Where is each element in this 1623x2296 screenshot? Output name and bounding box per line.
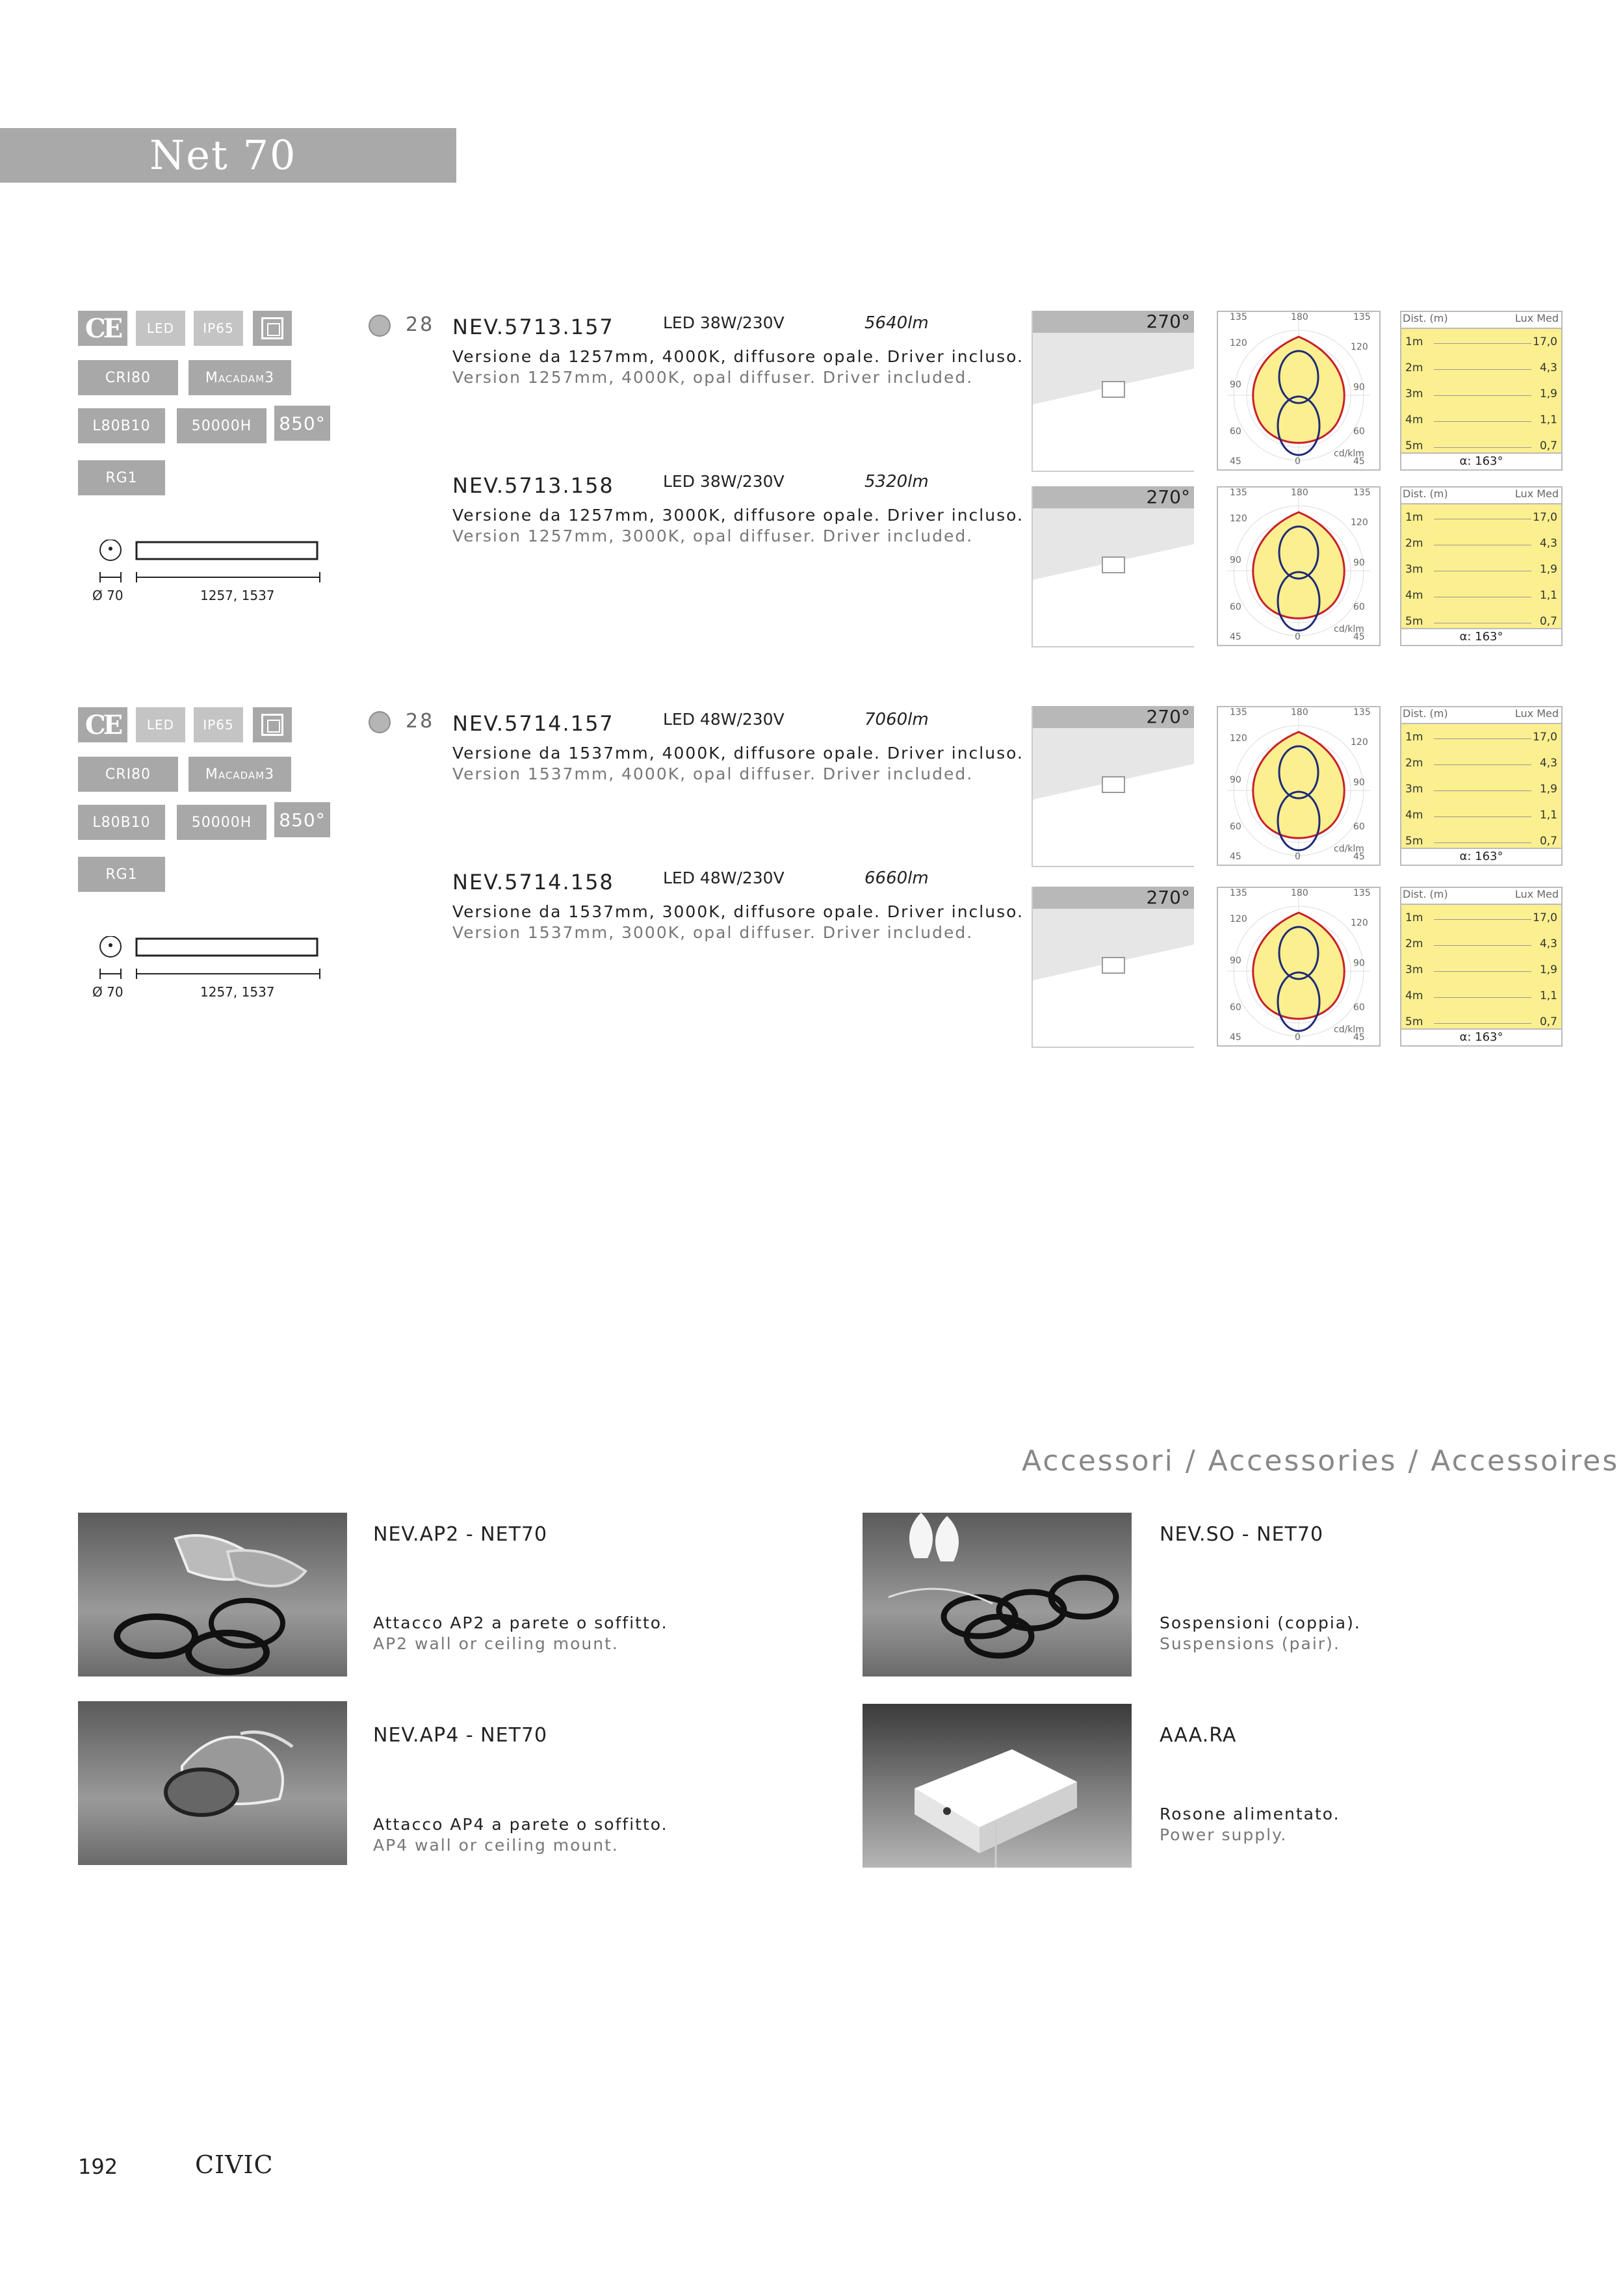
distance-value: 3m [1405, 963, 1423, 976]
product-code: NEV.5713.157 [452, 315, 614, 339]
distance-value: 5m [1405, 439, 1423, 452]
beam-alpha-label: α: 163° [1400, 848, 1563, 866]
polar-angle-label: 60 [1230, 602, 1241, 612]
beam-angle-label: 270° [1146, 311, 1190, 332]
distance-value: 2m [1405, 361, 1423, 374]
accessory-title: NEV.AP2 - NET70 [373, 1523, 548, 1546]
luminaire-icon [1102, 776, 1125, 793]
l80-badge: L80B10 [78, 408, 165, 443]
luminaire-icon [1102, 957, 1125, 974]
lux-value: 17,0 [1533, 335, 1557, 348]
row-divider [1434, 447, 1531, 448]
lux-value: 4,3 [1539, 937, 1557, 950]
accessory-desc-en: Power supply. [1160, 1825, 1288, 1844]
polar-angle-label: 180 [1291, 312, 1308, 322]
description-en: Version 1257mm, 3000K, opal diffuser. Driver included. [452, 527, 974, 545]
description-it: Versione da 1537mm, 3000K, diffusore opale. Driver incluso. [452, 902, 1024, 921]
page-number: 192 [78, 2154, 118, 2179]
lifetime-badge: 50000H [177, 805, 266, 840]
row-divider [1434, 764, 1531, 765]
ip-rating-badge: IP65 [194, 707, 243, 742]
polar-angle-label: cd/klm [1334, 844, 1364, 854]
distance-value: 4m [1405, 989, 1423, 1002]
l80-badge: L80B10 [78, 805, 165, 840]
polar-angle-label: 45 [1353, 852, 1365, 862]
brand-logo: CIVIC [195, 2150, 274, 2179]
lux-value: 1,1 [1539, 809, 1557, 822]
polar-angle-label: 90 [1353, 382, 1365, 393]
lux-value: 0,7 [1539, 1015, 1557, 1028]
product-code: NEV.5714.158 [452, 870, 614, 894]
row-divider [1434, 971, 1531, 972]
ce-mark-badge: CE [78, 707, 127, 742]
polar-angle-label: 120 [1351, 918, 1368, 928]
distance-value: 3m [1405, 783, 1423, 796]
beam-alpha-label: α: 163° [1400, 452, 1563, 471]
power-rating: LED 38W/230V [663, 472, 785, 491]
accessories-heading: Accessori / Accessories / Accessoires [1022, 1444, 1620, 1478]
polar-angle-label: 0 [1295, 1032, 1301, 1043]
polar-angle-label: 45 [1353, 632, 1365, 642]
ip-rating-badge: IP65 [194, 311, 243, 346]
row-divider [1434, 997, 1531, 998]
polar-angle-label: 90 [1230, 956, 1241, 966]
row-divider [1434, 738, 1531, 739]
polar-angle-label: 45 [1230, 456, 1241, 467]
luminaire-icon [1102, 556, 1125, 573]
diameter-label: Ø 70 [92, 984, 123, 1000]
temperature-badge: 850° [274, 802, 330, 837]
polar-angle-label: 90 [1230, 775, 1241, 785]
lux-table-body [1400, 329, 1563, 452]
polar-angle-label: 120 [1230, 338, 1247, 348]
lux-table [1400, 486, 1563, 646]
macadam-badge: Macadam3 [188, 757, 291, 792]
double-insulation-icon [261, 714, 283, 736]
row-divider [1434, 816, 1531, 817]
beam-alpha-label: α: 163° [1400, 1028, 1563, 1047]
polar-angle-label: 180 [1291, 888, 1308, 898]
accessory-image-ap4 [78, 1701, 347, 1865]
polar-angle-label: 135 [1230, 888, 1247, 898]
row-divider [1434, 945, 1531, 946]
luminaire-icon [1102, 381, 1125, 398]
lux-value: 1,1 [1539, 413, 1557, 426]
polar-angle-label: cd/klm [1334, 1024, 1364, 1035]
distance-value: 5m [1405, 1015, 1423, 1028]
polar-angle-label: cd/klm [1334, 449, 1364, 459]
lux-value: 0,7 [1539, 439, 1557, 452]
diameter-label: Ø 70 [92, 588, 123, 603]
polar-angle-label: 180 [1291, 488, 1308, 498]
accessory-desc-en: Suspensions (pair). [1160, 1634, 1340, 1653]
beam-angle-label: 270° [1146, 486, 1190, 508]
description-it: Versione da 1537mm, 4000K, diffusore opale. Driver incluso. [452, 744, 1024, 763]
polar-angle-label: 60 [1353, 1002, 1365, 1013]
polar-angle-label: 120 [1230, 514, 1247, 524]
polar-angle-label: 45 [1353, 456, 1365, 467]
distance-value: 2m [1405, 537, 1423, 550]
distance-value: 5m [1405, 835, 1423, 848]
distance-header: Dist. (m) [1403, 707, 1448, 720]
polar-angle-label: 45 [1230, 852, 1241, 862]
polar-angle-label: 60 [1353, 602, 1365, 612]
accessory-desc-it: Attacco AP2 a parete o soffitto. [373, 1613, 668, 1632]
accessory-title: NEV.SO - NET70 [1160, 1523, 1324, 1546]
polar-angle-label: 135 [1353, 312, 1371, 322]
lux-value: 17,0 [1533, 911, 1557, 924]
lux-value: 1,9 [1539, 963, 1557, 976]
accessory-image-ra [863, 1704, 1132, 1868]
finish-dot-icon [369, 315, 391, 337]
polar-angle-label: 120 [1230, 733, 1247, 744]
distance-value: 5m [1405, 615, 1423, 628]
lux-value: 1,9 [1539, 783, 1557, 796]
lux-table [1400, 311, 1563, 471]
lifetime-badge: 50000H [177, 408, 266, 443]
distance-value: 1m [1405, 511, 1423, 524]
distance-header: Dist. (m) [1403, 888, 1448, 900]
distance-value: 3m [1405, 563, 1423, 576]
finish-number: 28 [406, 313, 435, 336]
length-label: 1257, 1537 [200, 984, 275, 1000]
distance-value: 3m [1405, 387, 1423, 400]
lux-table-body [1400, 504, 1563, 628]
beam-angle-diagram [1032, 486, 1194, 647]
row-divider [1434, 343, 1531, 344]
accessory-desc-it: Attacco AP4 a parete o soffitto. [373, 1815, 668, 1834]
lux-table-body [1400, 724, 1563, 848]
power-rating: LED 38W/230V [663, 313, 785, 332]
polar-angle-label: 120 [1351, 517, 1368, 528]
accessory-image-so [863, 1513, 1132, 1676]
lux-value: 4,3 [1539, 537, 1557, 550]
luminous-flux: 5640lm [864, 313, 929, 333]
lux-header: Lux Med [1514, 888, 1559, 900]
polar-angle-label: 60 [1230, 1002, 1241, 1013]
double-insulation-icon [261, 317, 283, 339]
distance-header: Dist. (m) [1403, 488, 1448, 500]
distance-value: 1m [1405, 335, 1423, 348]
finish-dot-icon [369, 711, 391, 733]
distance-value: 4m [1405, 809, 1423, 822]
polar-angle-label: 135 [1353, 888, 1371, 898]
polar-angle-label: 90 [1230, 555, 1241, 566]
ce-mark-badge: CE [78, 311, 127, 346]
led-badge: LED [136, 311, 185, 346]
rg-badge: RG1 [78, 460, 165, 495]
polar-angle-label: 180 [1291, 707, 1308, 718]
polar-angle-label: 60 [1353, 426, 1365, 437]
product-code: NEV.5714.157 [452, 711, 614, 736]
product-code: NEV.5713.158 [452, 473, 614, 498]
beam-angle-diagram [1032, 887, 1194, 1048]
distance-value: 4m [1405, 589, 1423, 602]
description-en: Version 1257mm, 4000K, opal diffuser. Driver included. [452, 368, 974, 387]
cri-badge: CRI80 [78, 360, 178, 395]
accessory-desc-en: AP4 wall or ceiling mount. [373, 1836, 619, 1855]
class-2-badge [253, 311, 292, 346]
accessory-desc-it: Sospensioni (coppia). [1160, 1613, 1361, 1632]
accessory-desc-it: Rosone alimentato. [1160, 1805, 1340, 1823]
distance-value: 4m [1405, 413, 1423, 426]
power-rating: LED 48W/230V [663, 868, 785, 887]
distance-value: 1m [1405, 911, 1423, 924]
lux-table [1400, 887, 1563, 1047]
polar-angle-label: 90 [1353, 777, 1365, 788]
lux-header: Lux Med [1514, 707, 1559, 720]
beam-angle-diagram [1032, 706, 1194, 867]
lux-value: 4,3 [1539, 757, 1557, 770]
class-2-badge [253, 707, 292, 742]
lux-table [1400, 706, 1563, 866]
polar-angle-label: 120 [1351, 342, 1368, 352]
beam-angle-label: 270° [1146, 706, 1190, 727]
lux-value: 1,9 [1539, 563, 1557, 576]
lux-header: Lux Med [1514, 312, 1559, 324]
length-label: 1257, 1537 [200, 588, 275, 603]
page-title: Net 70 [0, 128, 456, 183]
row-divider [1434, 919, 1531, 920]
lux-value: 1,9 [1539, 387, 1557, 400]
description-en: Version 1537mm, 4000K, opal diffuser. Driver included. [452, 764, 974, 783]
distance-value: 2m [1405, 757, 1423, 770]
polar-angle-label: 135 [1353, 707, 1371, 718]
polar-angle-label: 135 [1230, 488, 1247, 498]
description-it: Versione da 1257mm, 4000K, diffusore opale. Driver incluso. [452, 347, 1024, 366]
beam-angle-label: 270° [1146, 887, 1190, 908]
lux-value: 17,0 [1533, 731, 1557, 744]
distance-value: 1m [1405, 731, 1423, 744]
lux-value: 1,1 [1539, 589, 1557, 602]
beam-alpha-label: α: 163° [1400, 628, 1563, 646]
row-divider [1434, 395, 1531, 396]
accessory-title: NEV.AP4 - NET70 [373, 1724, 548, 1747]
row-divider [1434, 842, 1531, 843]
polar-diagram [1217, 311, 1381, 471]
lux-value: 0,7 [1539, 615, 1557, 628]
temperature-badge: 850° [274, 406, 330, 441]
power-rating: LED 48W/230V [663, 710, 785, 729]
polar-angle-label: 90 [1230, 380, 1241, 390]
polar-angle-label: 120 [1351, 737, 1368, 748]
polar-diagram [1217, 887, 1381, 1047]
polar-angle-label: 60 [1230, 822, 1241, 832]
lux-value: 0,7 [1539, 835, 1557, 848]
accessory-image-ap2 [78, 1513, 347, 1676]
polar-angle-label: cd/klm [1334, 624, 1364, 634]
distance-header: Dist. (m) [1403, 312, 1448, 324]
lux-value: 17,0 [1533, 511, 1557, 524]
row-divider [1434, 790, 1531, 791]
polar-angle-label: 60 [1230, 426, 1241, 437]
distance-value: 2m [1405, 937, 1423, 950]
polar-angle-label: 120 [1230, 914, 1247, 924]
lux-header: Lux Med [1514, 488, 1559, 500]
description-en: Version 1537mm, 3000K, opal diffuser. Driver included. [452, 923, 974, 942]
polar-angle-label: 0 [1295, 632, 1301, 642]
polar-angle-label: 90 [1353, 558, 1365, 568]
polar-diagram [1217, 486, 1381, 646]
accessory-desc-en: AP2 wall or ceiling mount. [373, 1634, 619, 1653]
luminous-flux: 7060lm [864, 710, 929, 729]
description-it: Versione da 1257mm, 3000K, diffusore opale. Driver incluso. [452, 506, 1024, 525]
led-badge: LED [136, 707, 185, 742]
macadam-badge: Macadam3 [188, 360, 291, 395]
lux-table-body [1400, 905, 1563, 1028]
polar-angle-label: 135 [1230, 312, 1247, 322]
polar-angle-label: 135 [1353, 488, 1371, 498]
polar-angle-label: 45 [1230, 1032, 1241, 1043]
row-divider [1434, 1023, 1531, 1024]
row-divider [1434, 369, 1531, 370]
polar-angle-label: 135 [1230, 707, 1247, 718]
polar-angle-label: 0 [1295, 852, 1301, 862]
lux-value: 4,3 [1539, 361, 1557, 374]
polar-diagram [1217, 706, 1381, 866]
finish-number: 28 [406, 710, 435, 733]
beam-angle-diagram [1032, 311, 1194, 472]
polar-angle-label: 45 [1230, 632, 1241, 642]
rg-badge: RG1 [78, 857, 165, 892]
row-divider [1434, 421, 1531, 422]
polar-angle-label: 45 [1353, 1032, 1365, 1043]
polar-angle-label: 0 [1295, 456, 1301, 467]
lux-value: 1,1 [1539, 989, 1557, 1002]
polar-angle-label: 90 [1353, 958, 1365, 969]
polar-angle-label: 60 [1353, 822, 1365, 832]
luminous-flux: 6660lm [864, 868, 929, 888]
luminous-flux: 5320lm [864, 472, 929, 491]
accessory-title: AAA.RA [1160, 1724, 1237, 1747]
cri-badge: CRI80 [78, 757, 178, 792]
